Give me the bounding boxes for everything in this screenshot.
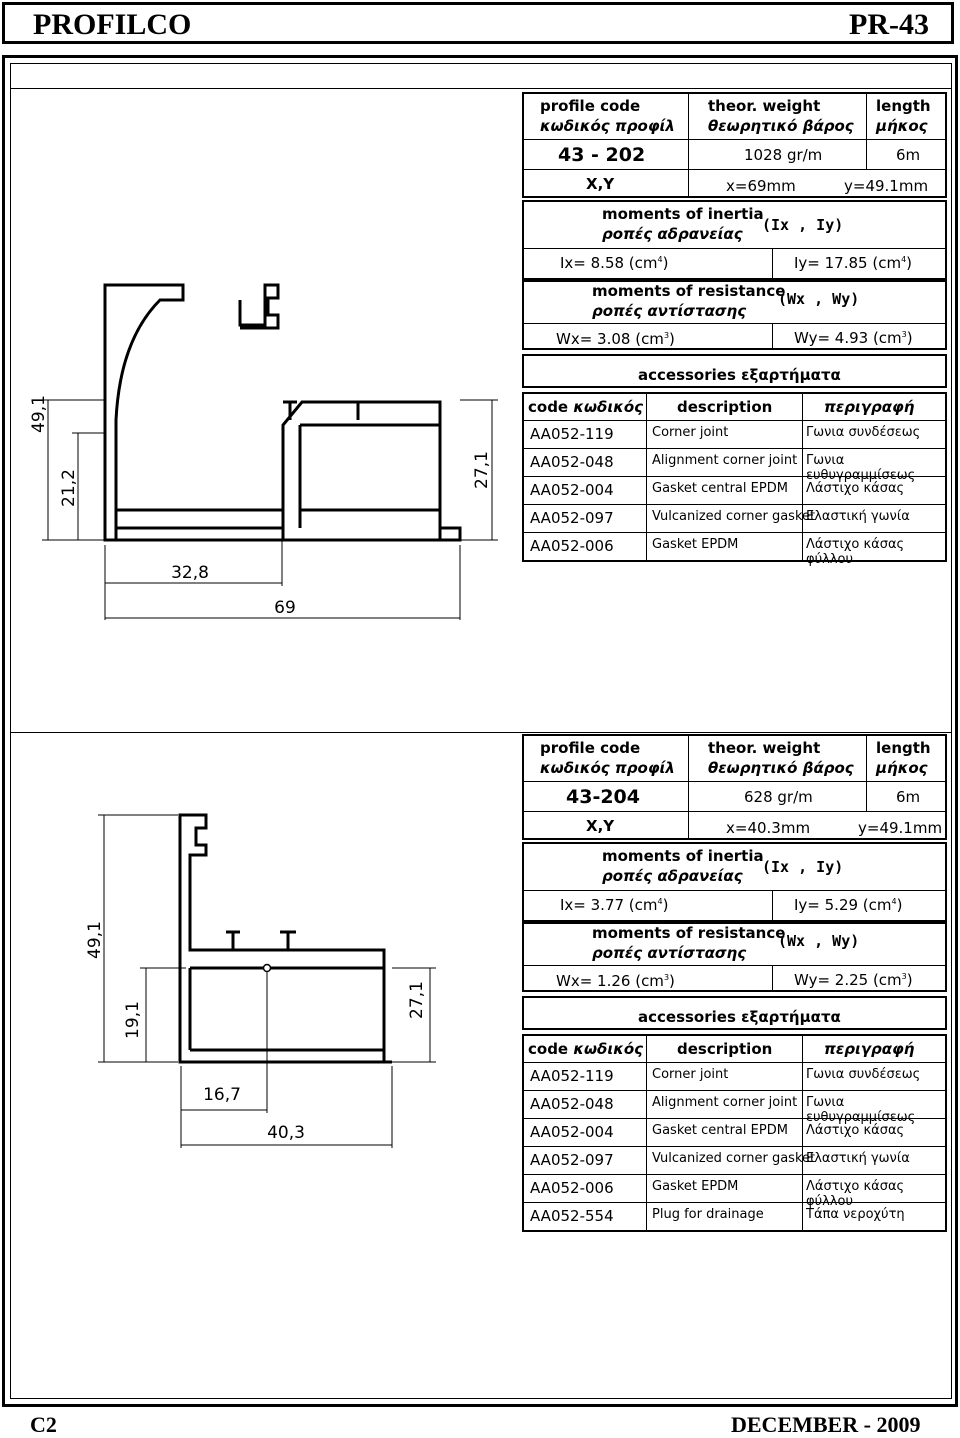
accessory-code: AA052-119 [530,425,614,443]
accessory-description: Corner joint [652,1067,729,1082]
accessory-description: Corner joint [652,425,729,440]
label-length-gr: μήκος [876,117,928,135]
accessory-code: AA052-048 [530,1095,614,1113]
profile-drawing-2 [70,800,490,1150]
accessory-description: Alignment corner joint [652,1095,798,1110]
wx-value: Wx= 1.26 $(cm^3)$ [556,972,675,990]
label-weight-gr: θεωρητικό βάρος [708,759,854,777]
dim-left-height: 19,1 [123,1001,143,1039]
accessory-code: AA052-006 [530,537,614,555]
profile-x: x=69mm [726,177,796,195]
accessory-row [522,1090,947,1125]
label-inertia-gr: ροπές αδρανείας [602,225,743,243]
accessory-row [522,1146,947,1174]
label-inertia-sym: (Ix , Iy) [762,858,844,876]
profile-weight: 628 gr/m [744,788,813,806]
dim-width: 40,3 [267,1123,305,1143]
page-number: C2 [30,1412,57,1437]
accessory-description-gr: Γωνια ευθυγραμμίσεως [806,453,916,483]
accessory-code: AA052-006 [530,1179,614,1197]
accessory-code: AA052-554 [530,1207,614,1225]
col-description-gr: περιγραφή [824,1040,915,1058]
col-code: code κωδικός [528,398,644,416]
profile-code: 43 - 202 [558,144,646,166]
accessory-description: Vulcanized corner gasket [652,1151,816,1166]
accessory-description-gr: Γωνια συνδέσεως [806,1067,921,1082]
accessory-description-gr: Λάστιχο κάσας φύλλου [806,1179,905,1209]
wy-value: Wy= 4.93 $(cm^3)$ [794,329,913,347]
accessory-description-gr: Λάστιχο κάσας [806,481,905,496]
col-code: code κωδικός [528,1040,644,1058]
label-resistance-gr: ροπές αντίστασης [592,944,747,962]
accessory-code: AA052-048 [530,453,614,471]
accessory-description-gr: Λάστιχο κάσας φύλλου [806,537,905,567]
dim-total-height: 49,1 [85,921,105,959]
accessory-row [522,420,947,448]
col-description: description [677,1040,773,1058]
label-resistance-gr: ροπές αντίστασης [592,302,747,320]
label-resistance-sym: (Wx , Wy) [778,290,860,308]
profile-y: y=49.1mm [858,819,943,837]
dim-total-height: 49,1 [29,395,49,433]
profile-length: 6m [896,146,921,164]
page-header [2,2,954,44]
accessory-description-gr: Γωνια ευθυγραμμίσεως [806,1095,916,1125]
label-profile-code-gr: κωδικός προφίλ [540,117,675,135]
dim-x-offset: 16,7 [203,1085,241,1105]
profile-weight: 1028 gr/m [744,146,823,164]
profile-code: 43-204 [566,786,640,808]
accessory-row [522,1202,947,1230]
profile-drawing-1 [20,280,500,620]
accessory-description: Gasket EPDM [652,537,739,552]
accessory-row [522,1118,947,1146]
accessory-description-gr: Λάστιχο κάσας [806,1123,905,1138]
accessory-row [522,532,947,567]
label-inertia: moments of inertia [602,205,764,223]
accessory-description: Vulcanized corner gasket [652,509,816,524]
ix-value: Ix= 8.58 $(cm^4)$ [560,254,669,272]
label-resistance: moments of resistance [592,924,786,942]
label-xy: X,Y [586,817,615,835]
brand-name: PROFILCO [33,8,192,41]
label-xy: X,Y [586,175,615,193]
label-weight: theor. weight [708,97,821,115]
label-length-gr: μήκος [876,759,928,777]
ix-value: Ix= 3.77 $(cm^4)$ [560,896,669,914]
accessory-code: AA052-097 [530,509,614,527]
accessory-description: Plug for drainage [652,1207,764,1222]
label-weight: theor. weight [708,739,821,757]
wx-value: Wx= 3.08 $(cm^3)$ [556,330,675,348]
label-profile-code-gr: κωδικός προφίλ [540,759,675,777]
label-resistance-sym: (Wx , Wy) [778,932,860,950]
accessory-description-gr: Τάπα νεροχύτη [806,1207,905,1222]
iy-value: Iy= 5.29 $(cm^4)$ [794,896,903,914]
label-accessories: accessories εξαρτήματα [638,1008,841,1026]
accessory-description-gr: Ελαστική γωνία [806,1151,910,1166]
wy-value: Wy= 2.25 $(cm^3)$ [794,971,913,989]
accessory-row [522,504,947,532]
label-weight-gr: θεωρητικό βάρος [708,117,854,135]
accessory-row [522,1174,947,1209]
dim-right-height: 27,1 [472,451,492,489]
label-resistance: moments of resistance [592,282,786,300]
label-inertia: moments of inertia [602,847,764,865]
accessory-description: Gasket central EPDM [652,1123,788,1138]
accessory-description: Gasket central EPDM [652,481,788,496]
dim-width: 69 [274,598,296,618]
accessory-description: Gasket EPDM [652,1179,739,1194]
label-inertia-gr: ροπές αδρανείας [602,867,743,885]
panel-divider [10,732,952,733]
accessory-row [522,448,947,483]
profile-x: x=40.3mm [726,819,811,837]
accessory-row [522,476,947,504]
accessory-code: AA052-097 [530,1151,614,1169]
dim-right-height: 27,1 [407,981,427,1019]
accessory-row [522,1062,947,1090]
label-profile-code: profile code [540,97,641,115]
label-accessories: accessories εξαρτήματα [638,366,841,384]
iy-value: Iy= 17.85 $(cm^4)$ [794,254,913,272]
catalog-code: PR-43 [849,8,929,41]
accessory-description: Alignment corner joint [652,453,798,468]
accessory-description-gr: Γωνια συνδέσεως [806,425,921,440]
accessory-code: AA052-004 [530,1123,614,1141]
accessory-description-gr: Ελαστική γωνία [806,509,910,524]
dim-x-offset: 32,8 [171,563,209,583]
col-description-gr: περιγραφή [824,398,915,416]
col-description: description [677,398,773,416]
accessory-code: AA052-119 [530,1067,614,1085]
panel-top-line [10,88,952,89]
dim-left-height: 21,2 [59,469,79,507]
label-length: length [876,739,931,757]
label-profile-code: profile code [540,739,641,757]
label-inertia-sym: (Ix , Iy) [762,216,844,234]
issue-date: DECEMBER - 2009 [731,1412,921,1437]
profile-length: 6m [896,788,921,806]
accessory-code: AA052-004 [530,481,614,499]
profile-y: y=49.1mm [844,177,929,195]
label-length: length [876,97,931,115]
